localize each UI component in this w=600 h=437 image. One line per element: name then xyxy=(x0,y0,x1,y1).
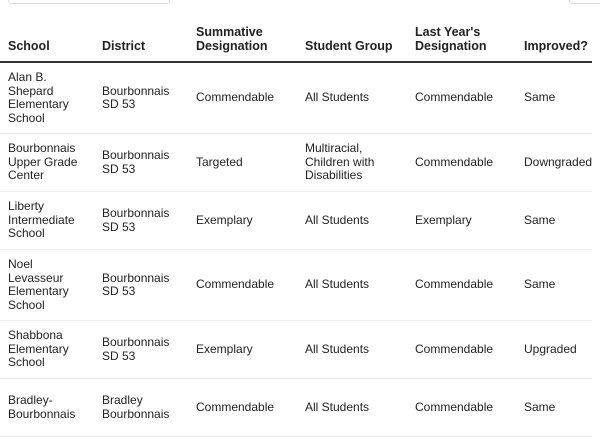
column-header-student-group[interactable]: Student Group xyxy=(297,22,407,62)
cell-school: Noel Levasseur Elementary School xyxy=(0,250,94,321)
cell-school: Liberty Intermediate School xyxy=(0,192,94,250)
column-header-school[interactable]: School xyxy=(0,22,94,62)
cell-school: Bourbonnais Upper Grade Center xyxy=(0,134,94,192)
cell-school: Alan B. Shepard Elementary School xyxy=(0,62,94,134)
cell-summative-designation: Commendable xyxy=(188,62,297,134)
cell-last-year-designation: Commendable xyxy=(407,379,516,437)
cell-district: Bourbonnais SD 53 xyxy=(94,62,188,134)
table-row xyxy=(0,134,592,192)
cell-last-year-designation: Commendable xyxy=(407,250,516,321)
cell-school: Bradley-Bourbonnais xyxy=(0,379,94,437)
table-row xyxy=(0,379,592,437)
column-header-last-year-designation[interactable]: Last Year's Designation xyxy=(407,22,516,62)
table-row xyxy=(0,250,592,321)
table-row xyxy=(0,192,592,250)
header-row xyxy=(0,22,592,62)
cell-school: Shabbona Elementary School xyxy=(0,321,94,379)
cell-student-group: All Students xyxy=(297,379,407,437)
table-row xyxy=(0,321,592,379)
cell-improved: Same xyxy=(516,62,592,134)
cell-summative-designation: Targeted xyxy=(188,134,297,192)
search-input[interactable] xyxy=(8,0,170,4)
cell-student-group: Multiracial, Children with Disabilities xyxy=(297,134,407,192)
cell-district: Bradley Bourbonnais xyxy=(94,379,188,437)
cell-student-group: All Students xyxy=(297,250,407,321)
cell-district: Bourbonnais SD 53 xyxy=(94,250,188,321)
cell-improved: Same xyxy=(516,379,592,437)
cell-district: Bourbonnais SD 53 xyxy=(94,134,188,192)
cell-summative-designation: Commendable xyxy=(188,250,297,321)
column-header-improved[interactable]: Improved? xyxy=(516,22,592,62)
cell-summative-designation: Commendable xyxy=(188,379,297,437)
cell-last-year-designation: Commendable xyxy=(407,62,516,134)
cell-district: Bourbonnais SD 53 xyxy=(94,192,188,250)
control-button[interactable] xyxy=(569,0,600,4)
cell-student-group: All Students xyxy=(297,192,407,250)
cell-last-year-designation: Commendable xyxy=(407,134,516,192)
school-designation-table xyxy=(0,22,592,437)
cell-summative-designation: Exemplary xyxy=(188,192,297,250)
cell-district: Bourbonnais SD 53 xyxy=(94,321,188,379)
cell-improved: Downgraded xyxy=(516,134,592,192)
cell-student-group: All Students xyxy=(297,321,407,379)
column-header-summative-designation[interactable]: Summative Designation xyxy=(188,22,297,62)
cell-student-group: All Students xyxy=(297,62,407,134)
column-header-district[interactable]: District xyxy=(94,22,188,62)
table-row xyxy=(0,62,592,134)
cell-last-year-designation: Exemplary xyxy=(407,192,516,250)
cell-last-year-designation: Commendable xyxy=(407,321,516,379)
cell-improved: Upgraded xyxy=(516,321,592,379)
cell-summative-designation: Exemplary xyxy=(188,321,297,379)
cell-improved: Same xyxy=(516,192,592,250)
cell-improved: Same xyxy=(516,250,592,321)
